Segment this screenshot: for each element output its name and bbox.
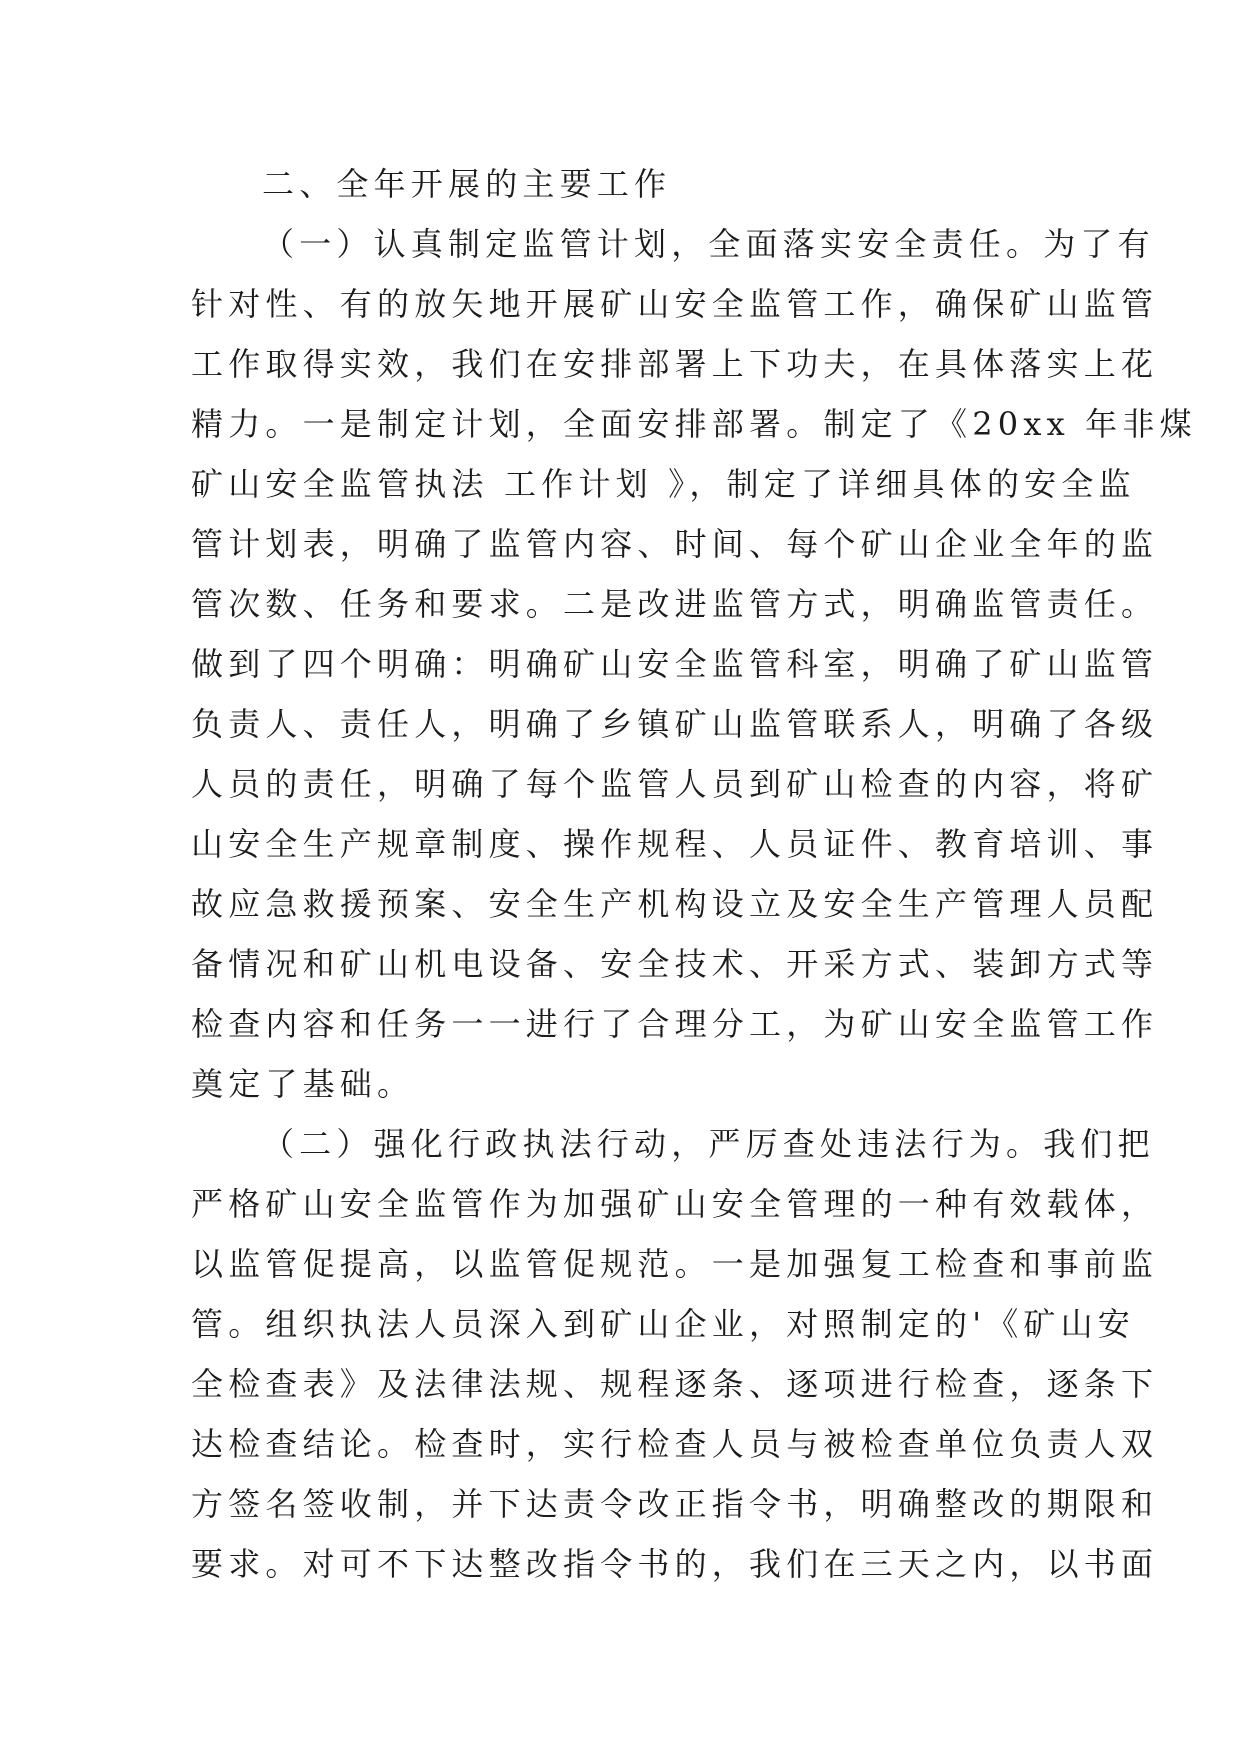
paragraph-2-line-1: （二）强化行政执法行动，严厉查处违法行为。我们把 <box>262 1125 1155 1163</box>
paragraph-1-line-6: 管计划表，明确了监管内容、时间、每个矿山企业全年的监 <box>191 525 1159 563</box>
paragraph-2-line-3: 以监管促提高，以监管促规范。一是加强复工检查和事前监 <box>191 1245 1159 1283</box>
paragraph-1-line-11: 山安全生产规章制度、操作规程、人员证件、教育培训、事 <box>191 825 1159 863</box>
paragraph-1-line-13: 备情况和矿山机电设备、安全技术、开采方式、装卸方式等 <box>191 945 1159 983</box>
paragraph-1-line-4: 精力。一是制定计划，全面安排部署。制定了《20xx 年非煤 <box>191 405 1197 443</box>
paragraph-1-line-14: 检查内容和任务一一进行了合理分工，为矿山安全监管工作 <box>191 1005 1159 1043</box>
paragraph-1-line-3: 工作取得实效，我们在安排部署上下功夫，在具体落实上花 <box>191 345 1159 383</box>
paragraph-2-line-7: 方签名签收制，并下达责令改正指令书，明确整改的期限和 <box>191 1485 1159 1523</box>
paragraph-1-line-12: 故应急救援预案、安全生产机构设立及安全生产管理人员配 <box>191 885 1159 923</box>
paragraph-2-line-6: 达检查结论。检查时，实行检查人员与被检查单位负责人双 <box>191 1425 1159 1463</box>
paragraph-1-line-1: （一）认真制定监管计划，全面落实安全责任。为了有 <box>262 225 1155 263</box>
paragraph-2-line-8: 要求。对可不下达整改指令书的，我们在三天之内，以书面 <box>191 1545 1159 1583</box>
paragraph-2-line-2: 严格矿山安全监管作为加强矿山安全管理的一种有效载体， <box>191 1185 1159 1223</box>
paragraph-2-line-5: 全检查表》及法律法规、规程逐条、逐项进行检查，逐条下 <box>191 1365 1159 1403</box>
paragraph-1-line-10: 人员的责任，明确了每个监管人员到矿山检查的内容，将矿 <box>191 765 1159 803</box>
paragraph-1-line-15: 奠定了基础。 <box>191 1065 415 1103</box>
paragraph-1-line-8: 做到了四个明确：明确矿山安全监管科室，明确了矿山监管 <box>191 645 1159 683</box>
paragraph-1-line-2: 针对性、有的放矢地开展矿山安全监管工作，确保矿山监管 <box>191 285 1159 323</box>
paragraph-1-line-9: 负责人、责任人，明确了乡镇矿山监管联系人，明确了各级 <box>191 705 1159 743</box>
paragraph-2-line-4: 管。组织执法人员深入到矿山企业，对照制定的'《矿山安 <box>191 1305 1135 1343</box>
section-heading: 二、全年开展的主要工作 <box>262 165 672 203</box>
paragraph-1-line-5: 矿山安全监管执法 工作计划 》，制定了详细具体的安全监 <box>191 465 1136 503</box>
paragraph-1-line-7: 管次数、任务和要求。二是改进监管方式，明确监管责任。 <box>191 585 1159 623</box>
